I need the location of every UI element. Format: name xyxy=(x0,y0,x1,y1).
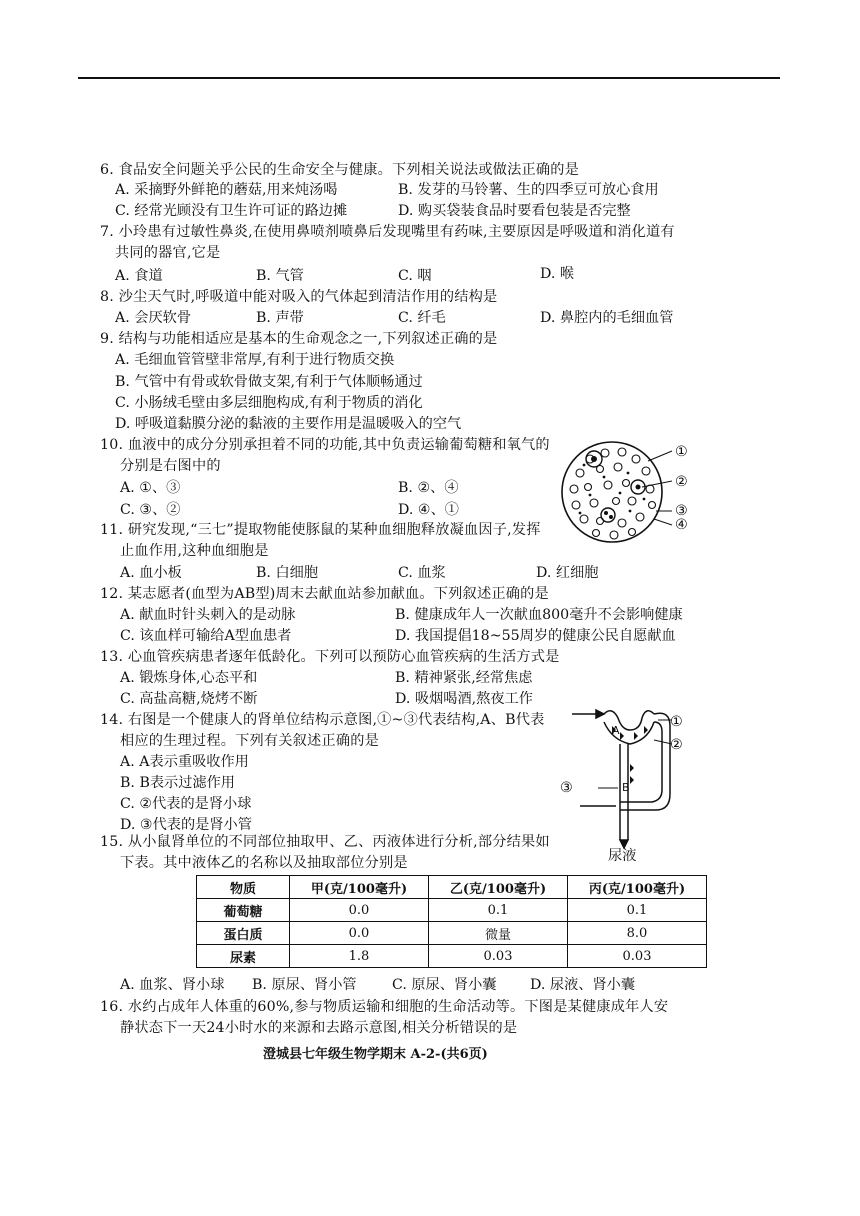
question-14-stem: 14. 右图是一个健康人的肾单位结构示意图,①~③代表结构,A、B代表 xyxy=(100,712,545,728)
table-cell: 0.03 xyxy=(568,945,707,968)
question-7-stem-2: 共同的器官,它是 xyxy=(115,245,221,261)
table-cell: 1.8 xyxy=(290,945,429,968)
q11-option-c: C. 血浆 xyxy=(398,565,446,581)
q6-option-c: C. 经常光顾没有卫生许可证的路边摊 xyxy=(115,203,348,219)
table-header: 丙(克/100毫升) xyxy=(568,876,707,899)
question-10-stem-2: 分别是右图中的 xyxy=(120,458,221,474)
q6-option-d: D. 购买袋装食品时要看包装是否完整 xyxy=(398,203,631,219)
table-cell: 0.0 xyxy=(290,899,429,922)
q7-option-c: C. 咽 xyxy=(398,268,432,284)
table-cell: 蛋白质 xyxy=(197,922,290,945)
q11-option-b: B. 白细胞 xyxy=(256,565,319,581)
q12-option-c: C. 该血样可输给A型血患者 xyxy=(120,628,292,644)
page-footer: 澄城县七年级生物学期末 A-2-(共6页) xyxy=(263,1047,488,1062)
q11-option-d: D. 红细胞 xyxy=(536,565,599,581)
q12-option-b: B. 健康成年人一次献血800毫升不会影响健康 xyxy=(395,607,683,623)
q10-option-a: A. ①、③ xyxy=(120,480,181,496)
q7-option-a: A. 食道 xyxy=(115,268,163,284)
question-10-stem: 10. 血液中的成分分别承担着不同的功能,其中负责运输葡萄糖和氧气的 xyxy=(100,437,550,453)
table-cell: 葡萄糖 xyxy=(197,899,290,922)
q6-option-a: A. 采摘野外鲜艳的蘑菇,用来炖汤喝 xyxy=(115,182,338,198)
blood-label-3: ③ xyxy=(675,503,688,519)
blood-label-2: ② xyxy=(675,474,688,490)
question-11-stem: 11. 研究发现,“三七”提取物能使豚鼠的某种血细胞释放凝血因子,发挥 xyxy=(100,522,541,538)
question-11-stem-2: 止血作用,这种血细胞是 xyxy=(120,543,269,559)
q13-option-d: D. 吸烟喝酒,熬夜工作 xyxy=(395,691,533,707)
nephron-letter-b: B xyxy=(622,781,630,794)
fluid-analysis-table xyxy=(196,875,707,968)
q9-option-b: B. 气管中有骨或软骨做支架,有利于气体顺畅通过 xyxy=(115,374,423,390)
nephron-label-3: ③ xyxy=(560,780,573,796)
table-header: 物质 xyxy=(197,876,290,899)
question-6-stem: 6. 食品安全问题关乎公民的生命安全与健康。下列相关说法或做法正确的是 xyxy=(100,162,580,178)
header-rule xyxy=(78,77,780,79)
q8-option-d: D. 鼻腔内的毛细血管 xyxy=(540,310,674,326)
question-8-stem: 8. 沙尘天气时,呼吸道中能对吸入的气体起到清洁作用的结构是 xyxy=(100,289,498,305)
blood-label-4: ④ xyxy=(675,517,688,533)
nephron-letter-a: A xyxy=(612,724,620,737)
q10-option-b: B. ②、④ xyxy=(398,480,459,496)
q6-option-b: B. 发芽的马铃薯、生的四季豆可放心食用 xyxy=(398,182,659,198)
q7-option-b: B. 气管 xyxy=(256,268,304,284)
q14-option-b: B. B表示过滤作用 xyxy=(120,775,235,791)
question-15-stem: 15. 从小鼠肾单位的不同部位抽取甲、乙、丙液体进行分析,部分结果如 xyxy=(100,834,550,850)
table-row xyxy=(197,922,707,945)
q9-option-c: C. 小肠绒毛壁由多层细胞构成,有利于物质的消化 xyxy=(115,395,423,411)
table-cell: 0.1 xyxy=(429,899,568,922)
table-row xyxy=(197,945,707,968)
question-12-stem: 12. 某志愿者(血型为AB型)周末去献血站参加献血。下列叙述正确的是 xyxy=(100,586,549,602)
q13-option-b: B. 精神紧张,经常焦虑 xyxy=(395,670,533,686)
q15-option-a: A. 血浆、肾小球 xyxy=(120,977,225,993)
q13-option-a: A. 锻炼身体,心态平和 xyxy=(120,670,258,686)
question-9-stem: 9. 结构与功能相适应是基本的生命观念之一,下列叙述正确的是 xyxy=(100,331,498,347)
q8-option-a: A. 会厌软骨 xyxy=(115,310,192,326)
table-cell: 0.1 xyxy=(568,899,707,922)
table-cell: 微量 xyxy=(429,922,568,945)
question-14-stem-2: 相应的生理过程。下列有关叙述正确的是 xyxy=(120,733,379,749)
q13-option-c: C. 高盐高糖,烧烤不断 xyxy=(120,691,258,707)
question-7-stem: 7. 小玲患有过敏性鼻炎,在使用鼻喷剂喷鼻后发现嘴里有药味,主要原因是呼吸道和消化道有 xyxy=(100,224,675,240)
q12-option-d: D. 我国提倡18~55周岁的健康公民自愿献血 xyxy=(395,628,676,644)
table-cell: 0.03 xyxy=(429,945,568,968)
q12-option-a: A. 献血时针头刺入的是动脉 xyxy=(120,607,296,623)
q11-option-a: A. 血小板 xyxy=(120,565,182,581)
q14-option-d: D. ③代表的是肾小管 xyxy=(120,817,252,833)
q7-option-d: D. 喉 xyxy=(540,266,575,282)
q8-option-b: B. 声带 xyxy=(256,310,304,326)
table-row xyxy=(197,899,707,922)
blood-label-1: ① xyxy=(675,444,688,460)
q10-option-c: C. ③、② xyxy=(120,502,181,518)
nephron-label-1: ① xyxy=(670,714,683,730)
table-header-row xyxy=(197,876,707,899)
nephron-urine-label: 尿液 xyxy=(608,848,637,864)
q8-option-c: C. 纤毛 xyxy=(398,310,446,326)
q14-option-c: C. ②代表的是肾小球 xyxy=(120,796,252,812)
q15-option-c: C. 原尿、肾小囊 xyxy=(392,977,497,993)
table-cell: 8.0 xyxy=(568,922,707,945)
q9-option-a: A. 毛细血管管壁非常厚,有利于进行物质交换 xyxy=(115,352,395,368)
table-header: 乙(克/100毫升) xyxy=(429,876,568,899)
q15-option-d: D. 尿液、肾小囊 xyxy=(530,977,636,993)
q14-option-a: A. A表示重吸收作用 xyxy=(120,754,249,770)
q10-option-d: D. ④、① xyxy=(398,502,459,518)
question-13-stem: 13. 心血管疾病患者逐年低龄化。下列可以预防心血管疾病的生活方式是 xyxy=(100,649,560,665)
question-16-stem: 16. 水约占成年人体重的60%,参与物质运输和细胞的生命活动等。下图是某健康成年人安 xyxy=(100,999,669,1015)
table-cell: 尿素 xyxy=(197,945,290,968)
q15-option-b: B. 原尿、肾小管 xyxy=(252,977,357,993)
table-header: 甲(克/100毫升) xyxy=(290,876,429,899)
question-16-stem-2: 静状态下一天24小时水的来源和去路示意图,相关分析错误的是 xyxy=(120,1020,518,1036)
nephron-label-2: ② xyxy=(670,737,683,753)
question-15-stem-2: 下表。其中液体乙的名称以及抽取部位分别是 xyxy=(120,855,408,871)
q9-option-d: D. 呼吸道黏膜分泌的黏液的主要作用是温暖吸入的空气 xyxy=(115,416,462,432)
table-cell: 0.0 xyxy=(290,922,429,945)
